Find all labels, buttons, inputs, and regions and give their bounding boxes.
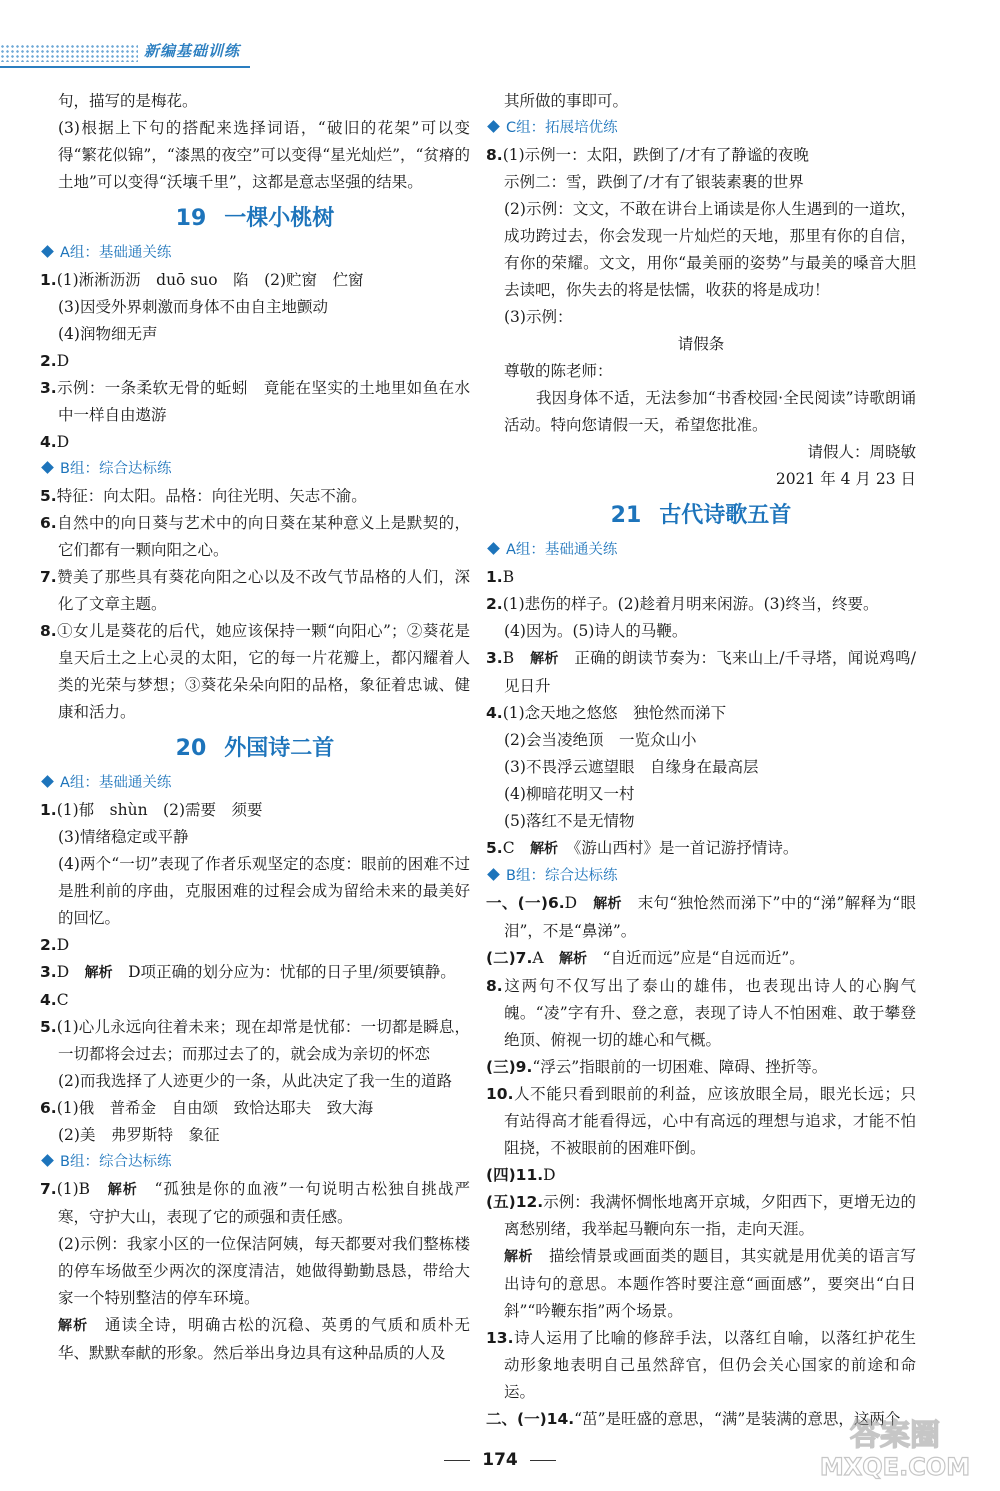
section-number: 21 [610,503,642,528]
answer-text: D [543,1166,556,1184]
answer-text: D [56,963,85,981]
question-number: 5. [40,487,57,505]
answer-text: (3)因受外界刺激而身体不由自主地颤动 [58,298,328,316]
right-column [486,88,916,1433]
answer-text: A [532,949,560,967]
answer-paragraph [486,196,916,304]
answer-paragraph [486,331,916,358]
answer-paragraph [486,304,916,331]
answer-text: (2)美 弗罗斯特 象征 [58,1126,220,1144]
answer-text: (4)因为。(5)诗人的马鞭。 [504,622,688,640]
header-rule [0,66,250,68]
diamond-icon [487,120,500,133]
answer-paragraph [40,1068,470,1095]
analysis-text: “自近而远”应是“自远而近”。 [587,949,805,967]
section-number: 19 [175,206,207,231]
question-number: 8. [40,622,57,640]
answer-text: 尊敬的陈老师： [504,362,613,380]
answer-paragraph [40,348,470,375]
analysis-label: 解析 [504,1249,533,1265]
diamond-icon [41,245,54,258]
answer-text: (4)两个“一切”表现了作者乐观坚定的态度：眼前的困难不过是胜利前的序曲，克服困难的过程会成为留给未来的最美好的回忆。 [58,855,470,927]
answer-paragraph [486,1325,916,1406]
group-title: C组：拓展培优练 [506,120,618,136]
analysis-text: D项正确的划分应为：忧郁的日子里/须要镇静。 [112,963,456,981]
answer-paragraph [40,1014,470,1068]
answer-paragraph [486,169,916,196]
analysis-label: 解析 [84,965,113,981]
answer-text: (3)不畏浮云遮望眼 自缘身在最高层 [504,758,759,776]
answer-paragraph [40,294,470,321]
answer-text: (3)情绪稳定或平静 [58,828,189,846]
answer-text: C [56,991,69,1009]
question-number: 2. [486,595,503,613]
answer-text: 请假条 [677,335,725,353]
section-heading [40,734,470,764]
question-number: 8. [486,977,503,995]
watermark-top-text: 答案圈 [850,1418,940,1453]
diamond-icon [487,868,500,881]
answer-paragraph [486,358,916,385]
section-title: 外国诗二首 [224,736,335,761]
question-number: 7. [40,1180,57,1198]
answer-text: (4)柳暗花明又一村 [504,785,635,803]
answer-paragraph [486,700,916,727]
answer-text: D [56,936,70,954]
answer-text: (1)心儿永远向往着未来；现在却常是忧郁：一切都是瞬息，一切都将会过去；而那过去了的，就会成为亲切的怀恋 [56,1018,470,1063]
question-number: 1. [486,568,503,586]
group-heading [40,770,470,797]
answer-paragraph [40,267,470,294]
analysis-label: 解析 [530,651,559,667]
answer-paragraph [486,466,916,493]
group-title: B组：综合达标练 [506,868,618,884]
answer-text: 示例：我满怀惆怅地离开京城，夕阳西下，更增无边的离愁别绪，我举起马鞭向东一指，走向天涯。 [504,1193,916,1238]
question-number: 6. [40,1099,57,1117]
answer-text: 示例二：雪，跌倒了/才有了银装素裹的世界 [504,173,804,191]
footer-dash-left [444,1460,470,1461]
question-number: 3. [40,379,57,397]
diamond-icon [41,1154,54,1167]
answer-text: 人不能只看到眼前的利益，应该放眼全局，眼光长远；只有站得高才能看得远，心中有高远的理想与追求，才能不怕阻挠，不被眼前的困难吓倒。 [504,1085,916,1157]
question-number: 3. [486,649,503,667]
answer-text: 特征：向太阳。品格：向往光明、矢志不渝。 [56,487,367,505]
question-number: 4. [40,991,57,1009]
answer-paragraph [40,1231,470,1312]
group-title: A组：基础通关练 [506,542,618,558]
answer-paragraph [486,1081,916,1162]
answer-text: ①女儿是葵花的后代，她应该保持一颗“向阳心”；②葵花是皇天后土之上心灵的太阳，它的每一片花瓣上，都闪耀着人类的光荣与梦想；③葵花朵朵向阳的品格，象征着忠诚、健康和活力。 [56,622,470,721]
watermark-bottom-text: MXQE.COM [819,1453,971,1481]
answer-paragraph [40,375,470,429]
answer-paragraph [40,483,470,510]
section-title: 一棵小桃树 [224,206,335,231]
group-title: B组：综合达标练 [60,461,172,477]
left-column [40,88,470,1367]
question-number: (二)7. [486,949,533,967]
group-title: B组：综合达标练 [60,1154,172,1170]
answer-text: “茁”是旺盛的意思，“满”是装满的意思，这两个 [574,1410,901,1428]
answer-paragraph [486,727,916,754]
answer-paragraph [40,429,470,456]
answer-paragraph [486,564,916,591]
question-number: (四)11. [486,1166,544,1184]
answer-text: 诗人运用了比喻的修辞手法，以落红自喻，以落红护花生动形象地表明自己虽然辞官，但仍会关心国家的前途和命运。 [504,1329,916,1401]
analysis-text: 末句“独怆然而涕下”中的“涕”解释为“眼泪”，不是“鼻涕”。 [504,894,916,940]
answer-text: (1)俄 普希金 自由颂 致恰达耶夫 致大海 [56,1099,374,1117]
answer-paragraph [486,88,916,115]
answer-text: 赞美了那些具有葵花向阳之心以及不改气节品格的人们，深化了文章主题。 [56,568,470,613]
watermark-logo [800,1411,990,1483]
analysis-text: 《游山西村》是一首记游抒情诗。 [558,839,799,857]
question-number: 1. [40,801,57,819]
answer-paragraph [486,1162,916,1189]
answer-text: B [502,568,515,586]
answer-paragraph [486,1243,916,1325]
book-title: 新编基础训练 [144,42,241,60]
answer-paragraph [40,564,470,618]
answer-text: D [564,894,594,912]
answer-paragraph [486,439,916,466]
answer-paragraph [40,88,470,115]
answer-text: 2021 年 4 月 23 日 [775,470,916,488]
question-number: 2. [40,936,57,954]
question-number: (五)12. [486,1193,544,1211]
analysis-text: 通读全诗，明确古松的沉稳、英勇的气质和质朴无华、默默奉献的形象。然后举出身边具有这种品质的人及 [58,1316,470,1362]
analysis-label: 解析 [559,951,588,967]
answer-paragraph [40,1312,470,1367]
answer-text: (1)郁 shùn (2)需要 须要 [56,801,263,819]
answer-paragraph [40,1122,470,1149]
answer-paragraph [40,987,470,1014]
answer-text: 示例：一条柔软无骨的蚯蚓 竟能在坚实的土地里如鱼在水中一样自由遨游 [56,379,470,424]
answer-text: (5)落红不是无情物 [504,812,635,830]
group-heading [40,1149,470,1176]
answer-paragraph [486,945,916,973]
answer-paragraph [486,591,916,618]
answer-paragraph [40,932,470,959]
page-number: 174 [482,1450,518,1470]
answer-text: 其所做的事即可。 [504,92,629,110]
section-heading [40,204,470,234]
answer-text: (3)示例： [504,308,573,326]
answer-text: “浮云”指眼前的一切困难、障碍、挫折等。 [532,1058,828,1076]
page-header [0,40,250,66]
answer-paragraph [486,808,916,835]
answer-paragraph [40,1095,470,1122]
question-number: 1. [40,271,57,289]
answer-paragraph [486,142,916,169]
group-heading [486,863,916,890]
answer-paragraph [486,618,916,645]
answer-text: 这两句不仅写出了泰山的雄伟，也表现出诗人的心胸气魄。“凌”字有升、登之意，表现了诗人不怕困难、敢于攀登绝顶、俯视一切的雄心和气概。 [502,977,916,1049]
group-heading [486,537,916,564]
answer-text: 句，描写的是梅花。 [58,92,198,110]
analysis-label: 解析 [530,841,559,857]
group-title: A组：基础通关练 [60,775,172,791]
answer-paragraph [486,781,916,808]
answer-paragraph [486,890,916,945]
answer-paragraph [40,618,470,726]
analysis-label: 解析 [593,896,622,912]
group-title: A组：基础通关练 [60,245,172,261]
answer-paragraph [40,1176,470,1231]
question-number: 5. [486,839,503,857]
answer-text: D [56,433,70,451]
answer-text: (2)而我选择了人迹更少的一条，从此决定了我一生的道路 [58,1072,452,1090]
group-heading [486,115,916,142]
section-heading [486,501,916,531]
question-number: 3. [40,963,57,981]
question-number: 13. [486,1329,514,1347]
answer-paragraph [486,1054,916,1081]
diamond-icon [487,542,500,555]
answer-paragraph [40,115,470,196]
answer-paragraph [486,385,916,439]
answer-paragraph [486,645,916,700]
answer-text: (1)B [56,1180,108,1198]
diamond-icon [41,461,54,474]
answer-text: (3)根据上下句的搭配来选择词语，“破旧的花架”可以变得“繁花似锦”，“漆黑的夜空”可以变得“星光灿烂”，“贫瘠的土地”可以变得“沃壤千里”，这都是意志坚强的结果。 [58,119,470,191]
answer-text: B [502,649,531,667]
analysis-text: 正确的朗读节奏为：飞来山上/千寻塔，闻说鸡鸣/见日升 [504,649,917,695]
answer-text: (1)示例一：太阳，跌倒了/才有了静谧的夜晚 [502,146,809,164]
answer-paragraph [486,1189,916,1243]
question-number: 4. [486,704,503,722]
answer-text: (4)润物细无声 [58,325,158,343]
question-number: 10. [486,1085,514,1103]
answer-text: 我因身体不适，无法参加“书香校园·全民阅读”诗歌朗诵活动。特向您请假一天，希望您批准。 [504,389,916,434]
answer-paragraph [40,510,470,564]
footer-dash-right [530,1460,556,1461]
analysis-label: 解析 [107,1182,138,1198]
answer-text: 自然中的向日葵与艺术中的向日葵在某种意义上是默契的，它们都有一颗向阳之心。 [56,514,470,559]
group-heading [40,456,470,483]
analysis-text: 描绘情景或画面类的题目，其实就是用优美的语言写出诗句的意思。本题作答时要注意“画面感”，要突出“白日斜”“吟鞭东指”两个场景。 [504,1247,916,1320]
header-dot-pattern [0,44,138,62]
answer-paragraph [40,321,470,348]
section-title: 古代诗歌五首 [659,503,792,528]
group-heading [40,240,470,267]
question-number: 7. [40,568,57,586]
question-number: 2. [40,352,57,370]
answer-paragraph [40,824,470,851]
answer-text: (2)会当凌绝顶 一览众山小 [504,731,697,749]
answer-text: C [502,839,531,857]
answer-paragraph [486,835,916,863]
answer-text: (1)念天地之悠悠 独怆然而涕下 [502,704,727,722]
question-number: (三)9. [486,1058,533,1076]
answer-text: (1)悲伤的样子。(2)趁着月明来闲游。(3)终当，终要。 [502,595,879,613]
analysis-label: 解析 [58,1318,89,1334]
answer-paragraph [486,754,916,781]
question-number: 8. [486,146,503,164]
question-number: 二、(一)14. [486,1410,575,1428]
answer-text: (1)淅淅沥沥 duō suo 陷 (2)贮窗 伫窗 [56,271,364,289]
question-number: 5. [40,1018,57,1036]
question-number: 6. [40,514,57,532]
answer-paragraph [486,973,916,1054]
answer-paragraph [40,797,470,824]
answer-text: D [56,352,70,370]
analysis-text: “孤独是你的血液”一句说明古松独自挑战严寒，守护大山，表现了它的顽强和责任感。 [58,1180,471,1226]
diamond-icon [41,775,54,788]
question-number: 一、(一)6. [486,894,565,912]
section-number: 20 [175,736,207,761]
answer-paragraph [40,851,470,932]
answer-text: (2)示例：我家小区的一位保洁阿姨，每天都要对我们整栋楼的停车场做至少两次的深度清洁，她做得勤勤恳恳，带给大家一个特别整洁的停车环境。 [58,1235,470,1307]
answer-paragraph [40,959,470,987]
answer-text: (2)示例：文文，不敢在讲台上诵读是你人生遇到的一道坎，成功跨过去，你会发现一片灿烂的天地，那里有你的自信，有你的荣耀。文文，用你“最美丽的姿势”与最美的嗓音大胆去读吧，你失去的将是怯懦，收获的将是成功！ [504,200,916,299]
answer-text: 请假人：周晓敏 [807,443,916,461]
question-number: 4. [40,433,57,451]
